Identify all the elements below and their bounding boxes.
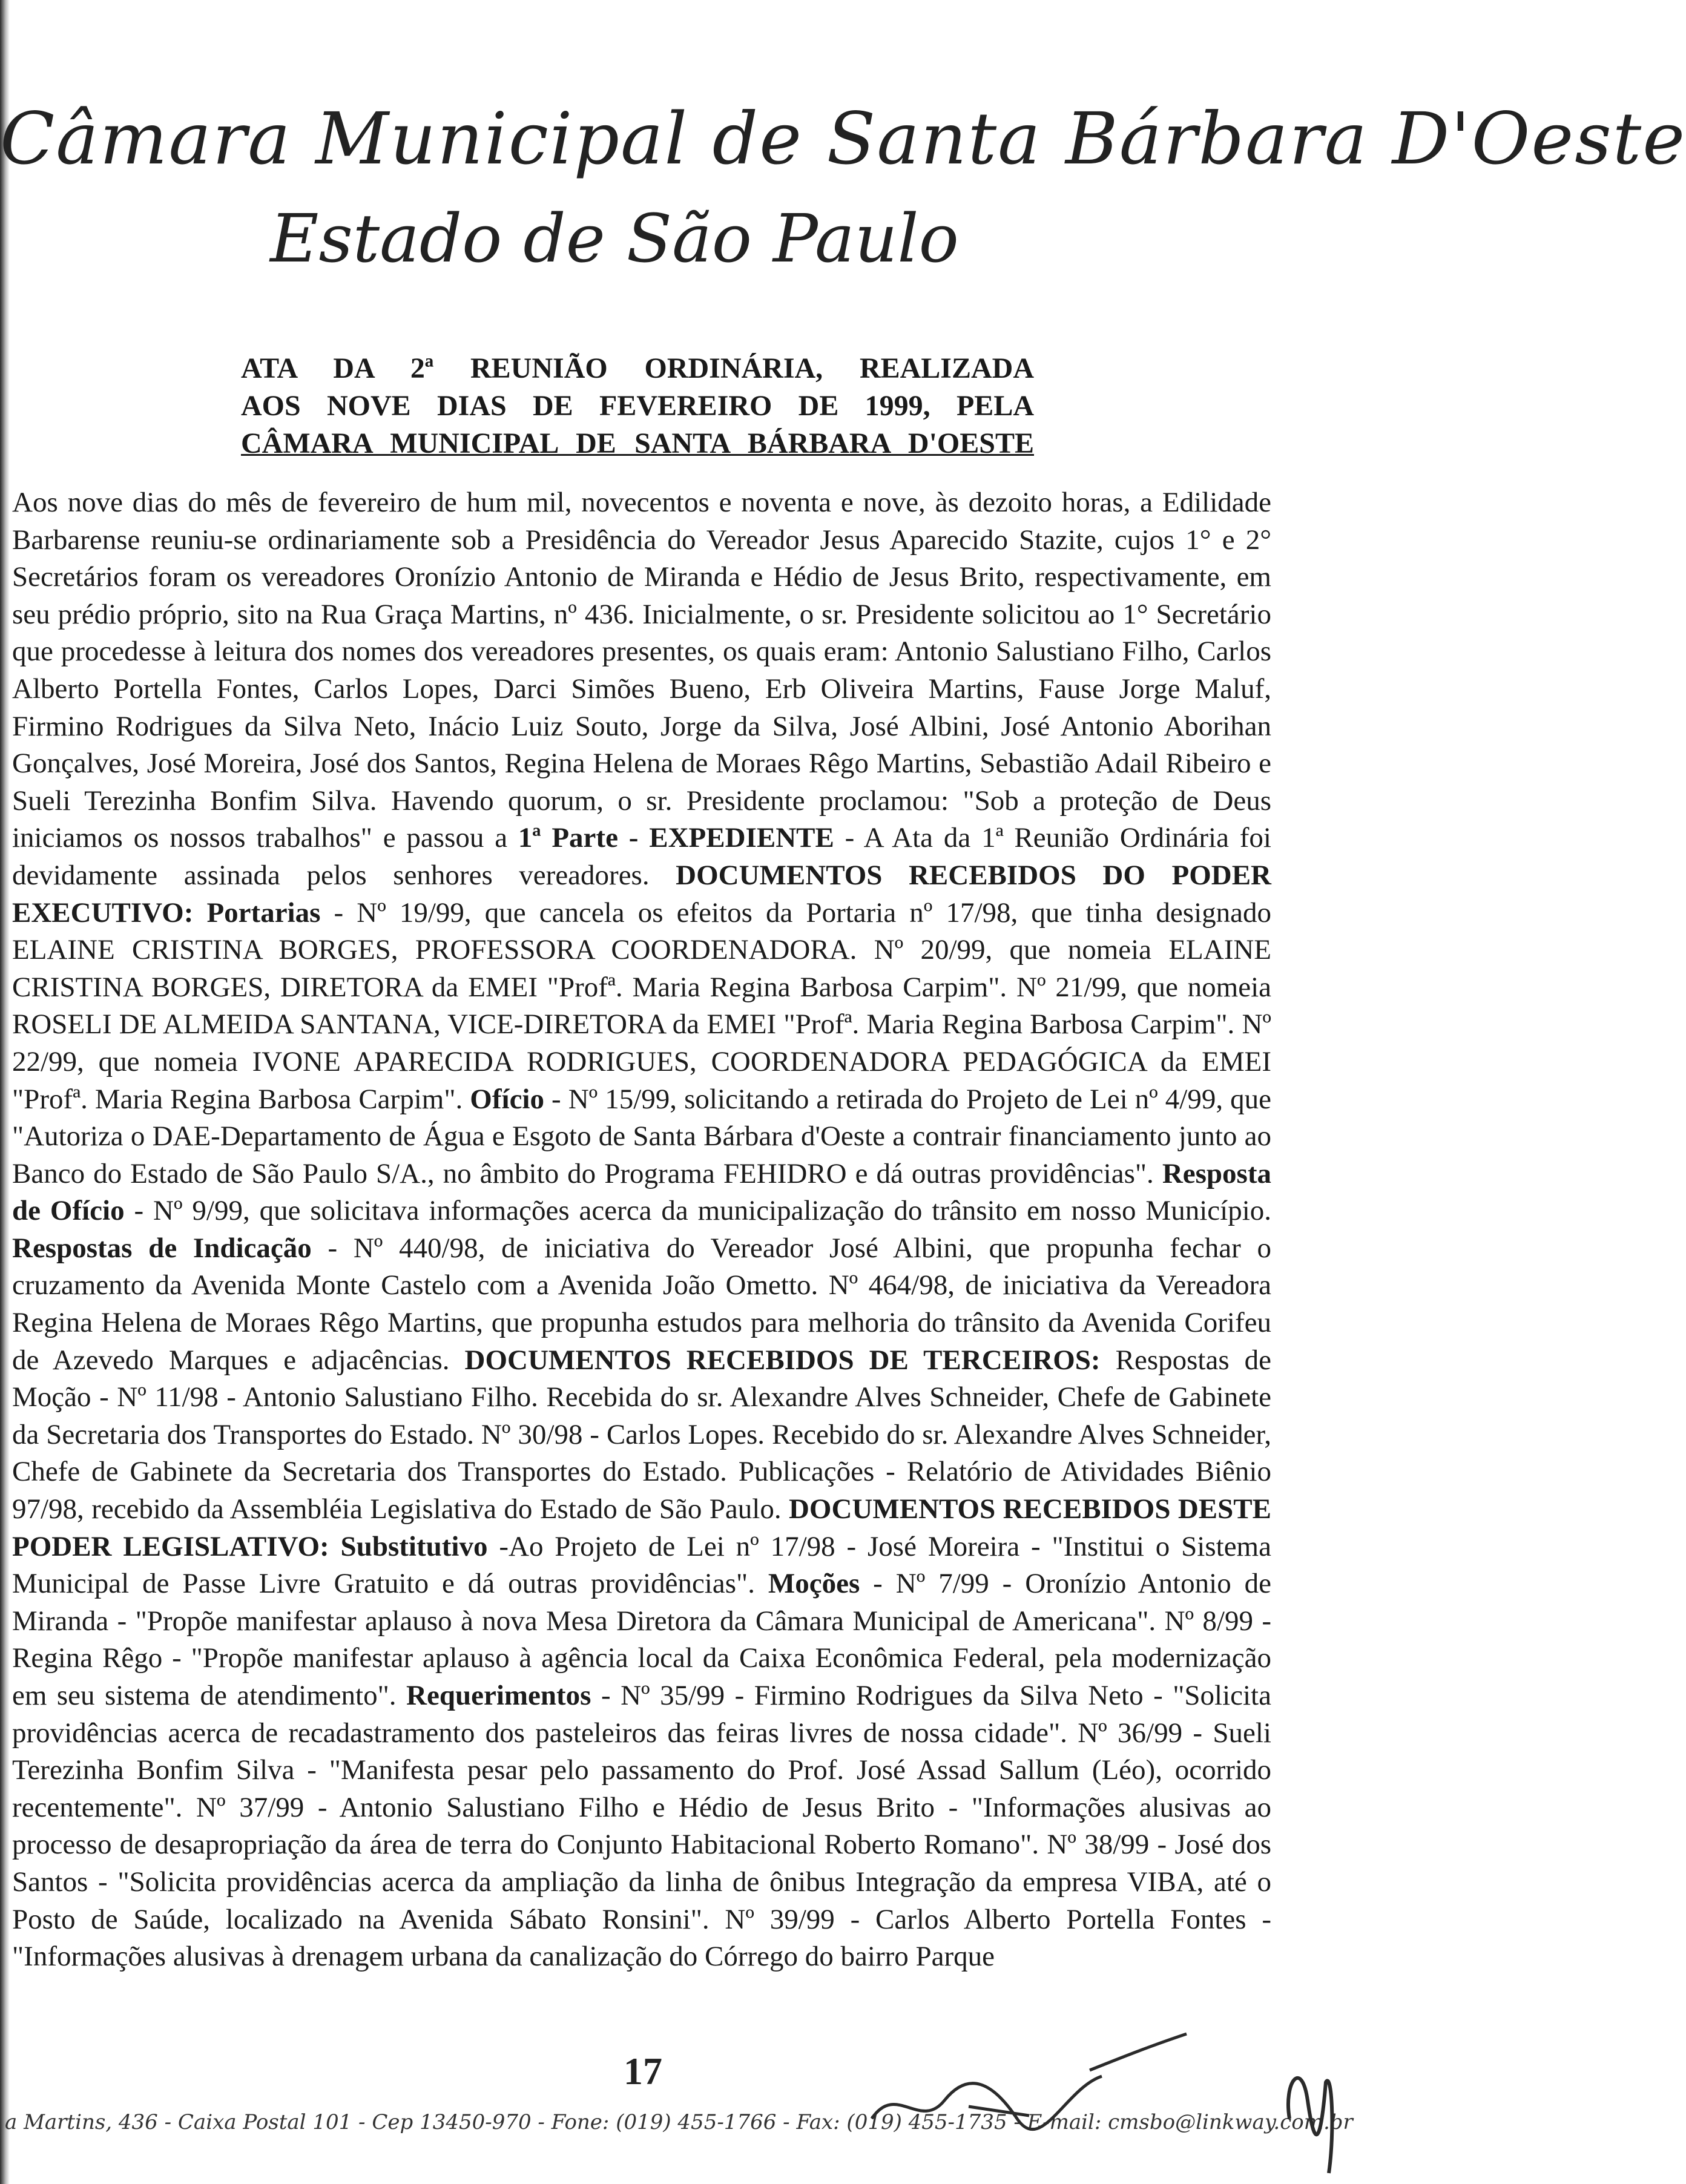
body-heading-executive-docs: DOCUMENTOS RECEBIDOS DO PODER EXECUTIVO: Portarias — [12, 859, 1271, 929]
body-heading-legislative-docs: DOCUMENTOS RECEBIDOS DESTE PODER LEGISLATIVO: Substitutivo — [12, 1493, 1271, 1562]
letterhead-footer: a Martins, 436 - Caixa Postal 101 - Cep 13450-970 - Fone: (019) 455-1766 - Fax: (019) 455-1735 - E-mail: cmsbo@linkway.com.br — [5, 2110, 1353, 2134]
body-heading-respostas-indicacao: Respostas de Indicação — [12, 1232, 312, 1264]
body-text-segment: Aos nove dias do mês de fevereiro de hum mil, novecentos e noventa e nove, às dezoito horas, a Edilidade Barbarense reuniu-se ordinariamente sob a Presidência do Vereador Jesus Aparecido Stazite, cujos 1° e 2° Secretários foram os vereadores Oronízio Antonio de Miranda e Hédio de Jesus Brito, respectivamente, em seu prédio próprio, sito na Rua Graça Martins, nº 436. Inicialmente, o sr. Presidente solicitou ao 1° Secretário que procedesse à leitura dos nomes dos vereadores presentes, os quais eram: Antonio Salustiano Filho, Carlos Alberto Portella Fontes, Carlos Lopes, Darci Simões Bueno, Erb Oliveira Martins, Fause Jorge Maluf, Firmino Rodrigues da Silva Neto, Inácio Luiz Souto, Jorge da Silva, José Albini, José Antonio Aborihan Gonçalves, José Moreira, José dos Santos, Regina Helena de Moraes Rêgo Martins, Sebastião Adail Ribeiro e Sueli Terezinha Bonfim Silva. Havendo quorum, o sr. Presidente proclamou: "Sob a proteção de Deus iniciamos os nossos trabalhos" e passou a — [12, 487, 1271, 854]
body-heading-third-party-docs: DOCUMENTOS RECEBIDOS DE TERCEIROS: — [464, 1344, 1101, 1376]
body-text-segment: Respostas de Moção - Nº 11/98 - Antonio Salustiano Filho. Recebida do sr. Alexandre Alves Schneider, Chefe de Gabinete da Secretaria dos Transportes do Estado. Nº 30/98 - Carlos Lopes. Recebido do sr. Alexandre Alves Schneider, Chefe de Gabinete da Secretaria dos Transportes do Estado. Publicações - Relatório de Atividades Biênio 97/98, recebido da Assembléia Legislativa do Estado de São Paulo. — [12, 1344, 1271, 1525]
title-line-1: ATA DA 2ª REUNIÃO ORDINÁRIA, REALIZADA — [241, 352, 1034, 384]
body-text-segment: - A Ata da 1ª Reunião Ordinária foi devidamente assinada pelos senhores vereadores. — [12, 822, 1271, 891]
minutes-body — [12, 484, 1271, 1976]
body-text-segment: - Nº 7/99 - Oronízio Antonio de Miranda - "Propõe manifestar aplauso à nova Mesa Diretora da Câmara Municipal de Americana". Nº 8/99 - Regina Rêgo - "Propõe manifestar aplauso à agência local da Caixa Econômica Federal, pela modernização em seu sistema de atendimento". — [12, 1568, 1271, 1711]
page-binding-edge — [0, 0, 10, 2184]
letterhead-chamber-name: Câmara Municipal de Santa Bárbara D'Oeste — [0, 97, 1686, 180]
body-heading-oficio: Ofício — [470, 1083, 544, 1115]
body-heading-resposta-oficio: Resposta de Ofício — [12, 1157, 1271, 1227]
body-text-segment: - Nº 9/99, que solicitava informações acerca da municipalização do trânsito em nosso Município. — [124, 1195, 1272, 1227]
body-heading-expediente: 1ª Parte - EXPEDIENTE — [518, 822, 834, 854]
body-heading-requerimentos: Requerimentos — [406, 1680, 591, 1711]
body-text-segment: - Nº 19/99, que cancela os efeitos da Portaria nº 17/98, que tinha designado ELAINE CRISTINA BORGES, PROFESSORA COORDENADORA. Nº 20/99, que nomeia ELAINE CRISTINA BORGES, DIRETORA da EMEI "Profª. Maria Regina Barbosa Carpim". Nº 21/99, que nomeia ROSELI DE ALMEIDA SANTANA, VICE-DIRETORA da EMEI "Profª. Maria Regina Barbosa Carpim". Nº 22/99, que nomeia IVONE APARECIDA RODRIGUES, COORDENADORA PEDAGÓGICA da EMEI "Profª. Maria Regina Barbosa Carpim". — [12, 896, 1271, 1115]
minutes-title — [241, 350, 1034, 462]
title-line-3: CÂMARA MUNICIPAL DE SANTA BÁRBARA D'OESTE — [241, 427, 1034, 459]
body-heading-mocoes: Moções — [768, 1568, 860, 1600]
page-number: 17 — [624, 2050, 662, 2093]
body-text-segment: - Nº 15/99, solicitando a retirada do Projeto de Lei nº 4/99, que "Autoriza o DAE-Departamento de Água e Esgoto de Santa Bárbara d'Oeste a contrair financiamento junto ao Banco do Estado de São Paulo S/A., no âmbito do Programa FEHIDRO e dá outras providências". — [12, 1083, 1271, 1189]
title-line-2: AOS NOVE DIAS DE FEVEREIRO DE 1999, PELA — [241, 390, 1034, 422]
letterhead-state-name: Estado de São Paulo — [270, 200, 959, 277]
body-text-segment: -Ao Projeto de Lei nº 17/98 - José Moreira - "Institui o Sistema Municipal de Passe Livre Gratuito e dá outras providências". — [12, 1530, 1271, 1600]
body-text-segment: - Nº 35/99 - Firmino Rodrigues da Silva Neto - "Solicita providências acerca de recadastramento dos pasteleiros das feiras livres de nossa cidade". Nº 36/99 - Sueli Terezinha Bonfim Silva - "Manifesta pesar pelo passamento do Prof. José Assad Sallum (Léo), ocorrido recentemente". Nº 37/99 - Antonio Salustiano Filho e Hédio de Jesus Brito - "Informações alusivas ao processo de desapropriação da área de terra do Conjunto Habitacional Roberto Romano". Nº 38/99 - José dos Santos - "Solicita providências acerca da ampliação da linha de ônibus Integração da empresa VIBA, até o Posto de Saúde, localizado na Avenida Sábato Ronsini". Nº 39/99 - Carlos Alberto Portella Fontes - "Informações alusivas à drenagem urbana da canalização do Córrego do bairro Parque — [12, 1680, 1271, 1973]
body-text-segment: - Nº 440/98, de iniciativa do Vereador José Albini, que propunha fechar o cruzamento da Avenida Monte Castelo com a Avenida João Ometto. Nº 464/98, de iniciativa da Vereadora Regina Helena de Moraes Rêgo Martins, que propunha estudos para melhoria do trânsito da Avenida Corifeu de Azevedo Marques e adjacências. — [12, 1232, 1271, 1376]
